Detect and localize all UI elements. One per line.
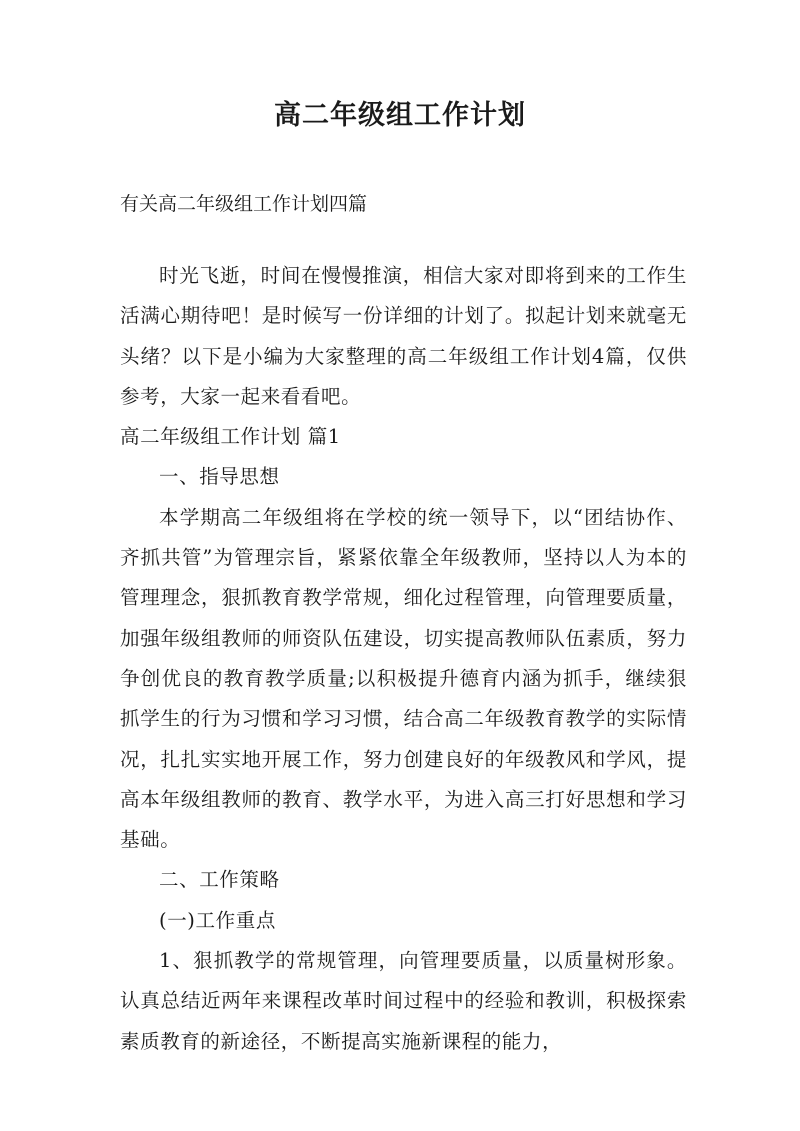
heading-work-strategy: 二、工作策略: [159, 868, 280, 892]
guiding-ideology-paragraph: 本学期高二年级组将在学校的统一领导下，以“团结协作、齐抓共管”为管理宗旨，紧紧依靠全年级教师，坚持以人为本的管理理念，狠抓教育教学常规，细化过程管理，向管理要质量，加强年级组教师的师资队伍建设，切实提高教师队伍素质，努力争创优良的教育教学质量;以积极提升德育内涵为抓手，继续狠抓学生的行为习惯和学习习惯，结合高二年级教育教学的实际情况，扎扎实实地开展工作，努力创建良好的年级教风和学风，提高本年级组教师的教育、教学水平，为进入高三打好思想和学习基础。: [120, 505, 687, 852]
document-body: [120, 256, 687, 1062]
heading-guiding-ideology: 一、指导思想: [159, 465, 280, 489]
heading-work-focus: (一)工作重点: [159, 908, 276, 932]
intro-paragraph: 时光飞逝，时间在慢慢推演，相信大家对即将到来的工作生活满心期待吧！是时候写一份详细的计划了。拟起计划来就毫无头绪？以下是小编为大家整理的高二年级组工作计划4篇，仅供参考，大家一起来看看吧。: [120, 264, 687, 408]
document-subtitle: 有关高二年级组工作计划四篇: [120, 193, 368, 215]
work-focus-paragraph-1: 1、狠抓教学的常规管理，向管理要质量，以质量树形象。认真总结近两年来课程改革时间过程中的经验和教训，积极探索素质教育的新途径，不断提高实施新课程的能力，: [120, 949, 687, 1053]
document-title: 高二年级组工作计划: [274, 100, 526, 131]
section-heading-part-1: 高二年级组工作计划 篇1: [120, 425, 341, 449]
